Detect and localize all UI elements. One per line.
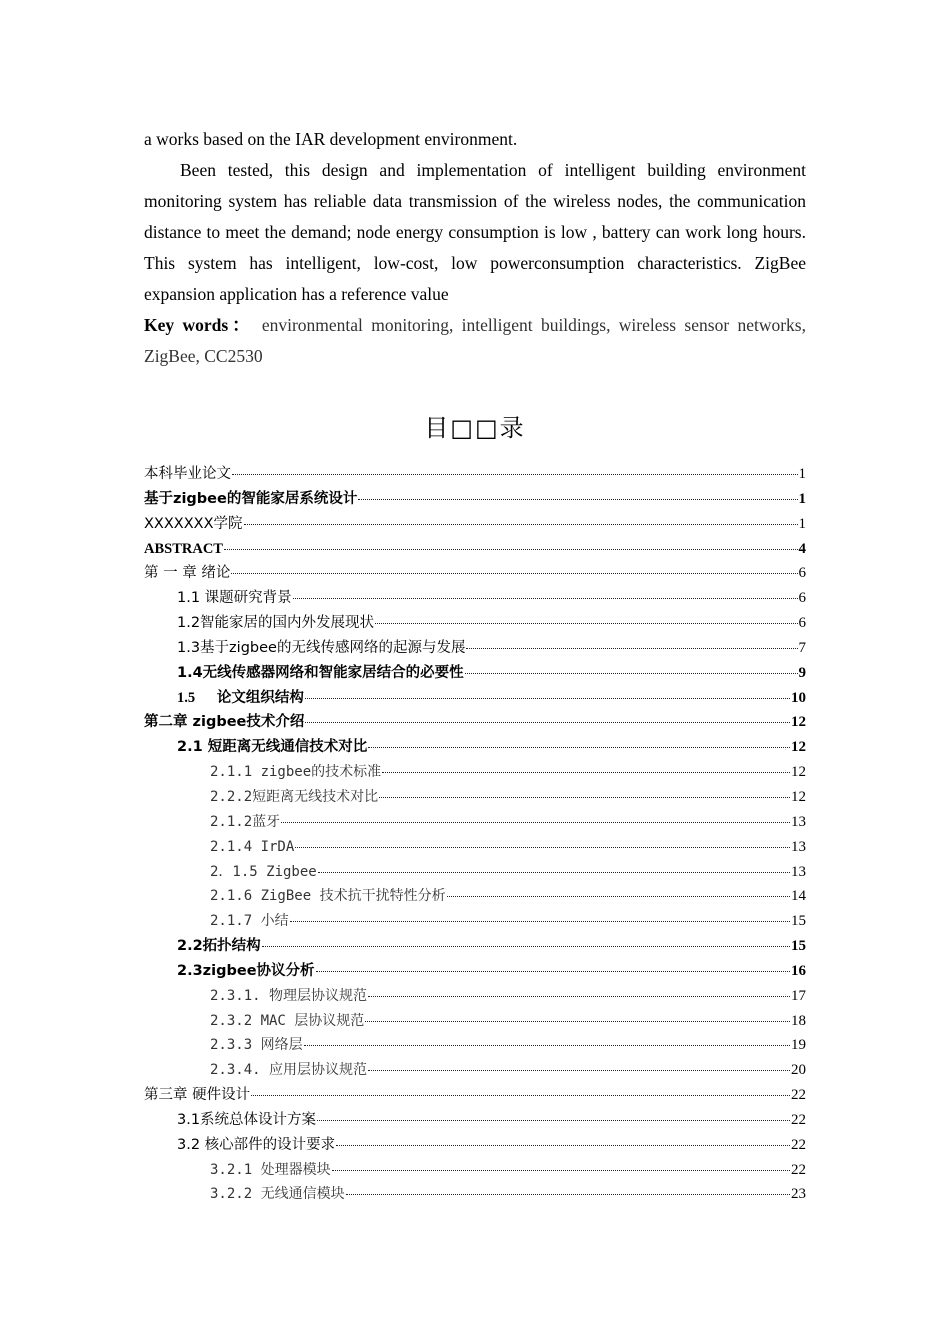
toc-entry-label: 1.4无线传感器网络和智能家居结合的必要性	[177, 664, 464, 681]
toc-entry-page: 4	[798, 540, 806, 557]
dot-leader	[293, 597, 798, 599]
toc-entry-page: 22	[791, 1136, 806, 1153]
dot-leader	[368, 746, 790, 748]
toc-entry-page: 1	[798, 490, 806, 507]
abstract-line-first: a works based on the IAR development environment.	[144, 129, 518, 149]
dot-leader	[382, 771, 790, 773]
toc-entry[interactable]	[144, 884, 806, 909]
toc-entry-label: 2.2.2短距离无线技术对比	[210, 788, 379, 805]
toc-entry-label: 2.3.1. 物理层协议规范	[210, 987, 368, 1004]
toc-entry[interactable]	[144, 1182, 806, 1207]
toc-entry-page: 20	[791, 1062, 806, 1079]
toc-entry[interactable]	[144, 1009, 806, 1034]
toc-entry[interactable]	[144, 934, 806, 959]
toc-entry-page: 22	[791, 1161, 806, 1178]
dot-leader	[358, 498, 797, 500]
toc-entry[interactable]	[144, 661, 806, 686]
toc-entry[interactable]	[144, 909, 806, 934]
keywords-text: environmental monitoring, intelligent buildings, wireless sensor networks, ZigBee, CC2530	[144, 315, 806, 366]
toc-entry[interactable]	[144, 611, 806, 636]
toc-entry[interactable]	[144, 561, 806, 586]
toc-entry[interactable]	[144, 810, 806, 835]
toc-entry-label: 1.2智能家居的国内外发展现状	[177, 615, 375, 632]
toc-entry-page: 12	[791, 714, 806, 731]
toc-entry-label: 本科毕业论文	[144, 466, 231, 482]
toc-entry-label: 2.1.2蓝牙	[210, 813, 281, 830]
toc-entry-label: 2.3.2 MAC 层协议规范	[210, 1012, 365, 1029]
toc-entry-label: 2.2拓扑结构	[177, 938, 261, 955]
toc-entry-label: 1.1 课题研究背景	[177, 590, 292, 607]
toc-entry[interactable]	[144, 959, 806, 984]
toc-entry-label: 2.1.4 IrDA	[210, 838, 295, 855]
toc-entry-label: 基于zigbee的智能家居系统设计	[144, 490, 358, 507]
dot-leader	[318, 871, 790, 873]
toc-entry-label: 2.1 短距离无线通信技术对比	[177, 739, 368, 756]
dot-leader	[317, 1119, 790, 1121]
toc-entry-page: 14	[791, 888, 806, 905]
toc-entry-page: 1	[798, 466, 806, 482]
toc-entry-page: 13	[791, 838, 806, 855]
dot-leader	[262, 945, 790, 947]
toc-entry-page: 10	[791, 689, 806, 706]
toc-entry-page: 15	[791, 913, 806, 930]
toc-entry-page: 17	[791, 987, 806, 1004]
toc-entry[interactable]	[144, 1058, 806, 1083]
toc-entry[interactable]	[144, 686, 806, 711]
toc-entry[interactable]	[144, 710, 806, 735]
dot-leader	[231, 572, 797, 574]
toc-entry-page: 12	[791, 788, 806, 805]
toc-entry[interactable]	[144, 462, 806, 487]
toc-entry-label: 3.2 核心部件的设计要求	[177, 1136, 336, 1153]
toc-entry-page: 15	[791, 938, 806, 955]
dot-leader	[316, 970, 790, 972]
toc-entry-page: 13	[791, 813, 806, 830]
toc-entry-page: 18	[791, 1012, 806, 1029]
toc-entry-page: 1	[798, 515, 806, 532]
toc-entry-page: 23	[791, 1186, 806, 1203]
dot-leader	[379, 796, 790, 798]
toc-entry-page: 22	[791, 1111, 806, 1128]
toc-entry[interactable]	[144, 512, 806, 537]
toc-entry[interactable]	[144, 735, 806, 760]
dot-leader	[305, 721, 790, 723]
toc-entry-label: 2.1.6 ZigBee 技术抗干扰特性分析	[210, 888, 446, 905]
toc-entry-label: 3.2.2 无线通信模块	[210, 1186, 345, 1203]
toc-entry-label: 2.1.7 小结	[210, 913, 289, 930]
toc-entry[interactable]	[144, 1133, 806, 1158]
toc-entry-label: 第二章 zigbee技术介绍	[144, 714, 305, 731]
toc-entry[interactable]	[144, 785, 806, 810]
toc-entry-label: 2.1.1 zigbee的技术标准	[210, 764, 382, 781]
toc-entry[interactable]	[144, 1083, 806, 1108]
toc-entry-label: ABSTRACT	[144, 540, 223, 557]
toc-entry-page: 7	[798, 639, 806, 656]
toc-entry[interactable]	[144, 760, 806, 785]
toc-title: 目□□录	[424, 414, 526, 442]
toc-entry[interactable]	[144, 1108, 806, 1133]
toc-entry-page: 12	[791, 739, 806, 756]
dot-leader	[305, 697, 790, 699]
dot-leader	[304, 1044, 790, 1046]
dot-leader	[368, 995, 790, 997]
dot-leader	[244, 523, 798, 525]
dot-leader	[332, 1169, 790, 1171]
toc-entry-label: 2.3.4. 应用层协议规范	[210, 1062, 368, 1079]
toc-entry[interactable]	[144, 984, 806, 1009]
toc-entry[interactable]	[144, 487, 806, 512]
dot-leader	[368, 1069, 790, 1071]
toc-entry[interactable]	[144, 1158, 806, 1183]
toc-entry-label: XXXXXXX学院	[144, 515, 243, 532]
toc-entry-page: 6	[798, 590, 806, 607]
toc-entry-page: 6	[798, 565, 806, 582]
dot-leader	[375, 622, 797, 624]
toc-entry-page: 6	[798, 615, 806, 632]
abstract-paragraph: Been tested, this design and implementation of intelligent building environment monitoring system has reliable data transmission of the wireless nodes, the communication distance to meet the demand; node energy consumption is low , battery can work long hours. This system has intelligent, low-cost, low powerconsumption characteristics. ZigBee expansion application has a reference value	[144, 160, 806, 304]
abstract-section	[144, 124, 806, 372]
dot-leader	[447, 895, 790, 897]
toc-entry-label: 1.5 论文组织结构	[177, 689, 304, 706]
dot-leader	[251, 1094, 790, 1096]
toc-entry-label: 2．1.5 Zigbee	[210, 863, 317, 880]
toc-entry-label: 3.1系统总体设计方案	[177, 1111, 317, 1128]
toc-entry[interactable]	[144, 586, 806, 611]
dot-leader	[232, 473, 798, 475]
dot-leader	[336, 1144, 790, 1146]
table-of-contents	[144, 462, 806, 1207]
toc-entry-label: 2.3.3 网络层	[210, 1037, 303, 1054]
toc-entry[interactable]	[144, 860, 806, 885]
dot-leader	[295, 846, 790, 848]
toc-entry-label: 1.3基于zigbee的无线传感网络的起源与发展	[177, 639, 466, 656]
dot-leader	[281, 821, 790, 823]
toc-entry[interactable]	[144, 636, 806, 661]
toc-entry[interactable]	[144, 835, 806, 860]
toc-entry-label: 2.3zigbee协议分析	[177, 962, 315, 979]
toc-entry-page: 13	[791, 863, 806, 880]
toc-entry-label: 第 一 章 绪论	[144, 565, 231, 582]
dot-leader	[466, 647, 797, 649]
toc-entry-label: 第三章 硬件设计	[144, 1087, 251, 1104]
keywords-line	[144, 310, 806, 372]
toc-entry[interactable]	[144, 1033, 806, 1058]
dot-leader	[224, 548, 798, 550]
keywords-label: Key words：	[144, 315, 254, 335]
toc-entry[interactable]	[144, 537, 806, 562]
dot-leader	[346, 1193, 790, 1195]
toc-entry-page: 16	[791, 962, 806, 979]
toc-entry-page: 9	[798, 664, 806, 681]
toc-entry-page: 19	[791, 1037, 806, 1054]
toc-entry-label: 3.2.1 处理器模块	[210, 1161, 331, 1178]
dot-leader	[290, 920, 790, 922]
toc-entry-page: 22	[791, 1087, 806, 1104]
toc-entry-page: 12	[791, 764, 806, 781]
dot-leader	[365, 1020, 790, 1022]
dot-leader	[465, 672, 798, 674]
